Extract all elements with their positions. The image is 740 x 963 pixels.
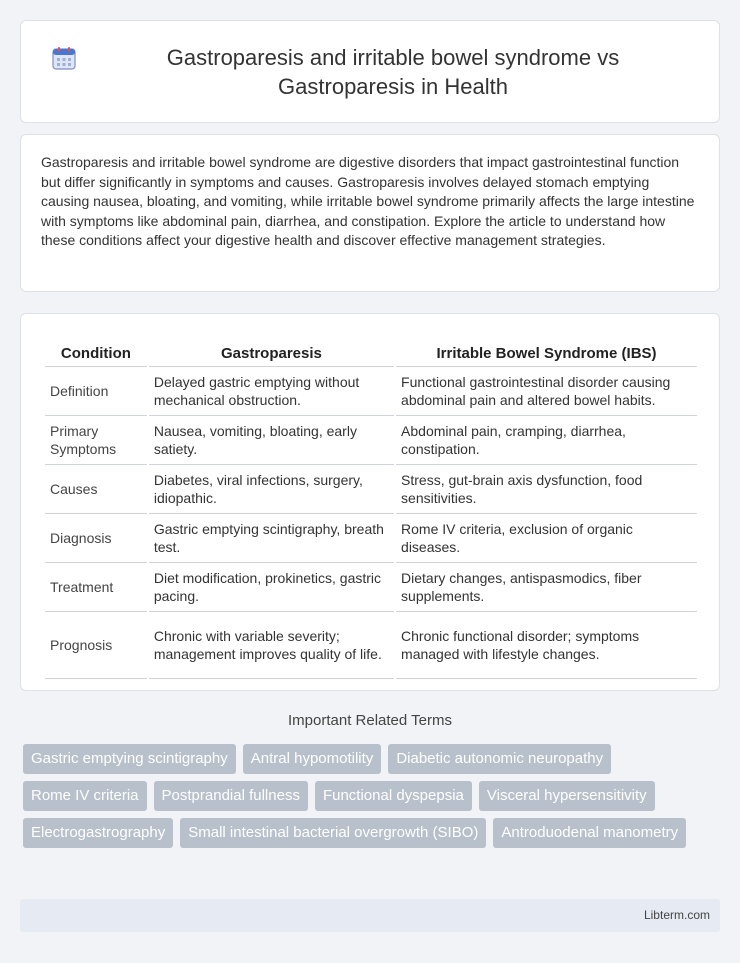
table-row [45,465,697,514]
column-header: Condition [45,334,147,367]
term-tag[interactable]: Antral hypomotility [243,744,382,774]
comparison-table-card [20,313,720,691]
table-cell: Diagnosis [45,514,147,563]
table-cell: Definition [45,367,147,416]
table-row [45,367,697,416]
term-tag[interactable]: Postprandial fullness [154,781,308,811]
table-row [45,514,697,563]
table-cell: Abdominal pain, cramping, diarrhea, constipation. [396,416,697,465]
term-tag[interactable]: Functional dyspepsia [315,781,472,811]
related-terms-list [23,744,723,848]
table-cell: Gastric emptying scintigraphy, breath test. [149,514,394,563]
calendar-icon [51,45,77,71]
table-cell: Stress, gut-brain axis dysfunction, food sensitivities. [396,465,697,514]
table-row [45,563,697,612]
header-card [20,20,720,123]
table-cell: Diet modification, prokinetics, gastric pacing. [149,563,394,612]
table-row [45,416,697,465]
term-tag[interactable]: Gastric emptying scintigraphy [23,744,236,774]
table-cell: Treatment [45,563,147,612]
table-cell: Rome IV criteria, exclusion of organic diseases. [396,514,697,563]
table-header-row [45,334,697,367]
table-cell: Nausea, vomiting, bloating, early satiety. [149,416,394,465]
table-row [45,612,697,679]
column-header: Gastroparesis [149,334,394,367]
comparison-table [43,334,699,679]
term-tag[interactable]: Antroduodenal manometry [493,818,686,848]
intro-text: Gastroparesis and irritable bowel syndrome are digestive disorders that impact gastrointestinal function but differ significantly in symptoms and causes. Gastroparesis involves delayed stomach emptying causing nausea, bloating, and vomiting, while irritable bowel syndrome primarily affects the large intestine with symptoms like abdominal pain, diarrhea, and constipation. Explore the article to understand how these conditions affect your digestive health and discover effective management strategies. [41,154,695,249]
related-terms-title: Important Related Terms [288,712,452,729]
table-cell: Diabetes, viral infections, surgery, idiopathic. [149,465,394,514]
page-title: Gastroparesis and irritable bowel syndrome vs Gastroparesis in Health [166,44,620,99]
term-tag[interactable]: Small intestinal bacterial overgrowth (SIBO) [180,818,486,848]
term-tag[interactable]: Rome IV criteria [23,781,147,811]
table-cell: Chronic functional disorder; symptoms managed with lifestyle changes. [396,612,697,679]
table-cell: Causes [45,465,147,514]
table-cell: Dietary changes, antispasmodics, fiber supplements. [396,563,697,612]
term-tag[interactable]: Visceral hypersensitivity [479,781,655,811]
table-cell: Primary Symptoms [45,416,147,465]
table-cell: Prognosis [45,612,147,679]
intro-card [20,134,720,292]
term-tag[interactable]: Diabetic autonomic neuropathy [388,744,611,774]
table-cell: Functional gastrointestinal disorder causing abdominal pain and altered bowel habits. [396,367,697,416]
footer-brand-link[interactable]: Libterm.com [643,908,710,922]
table-cell: Delayed gastric emptying without mechanical obstruction. [149,367,394,416]
footer [20,899,720,932]
table-cell: Chronic with variable severity; management improves quality of life. [149,612,394,679]
term-tag[interactable]: Electrogastrography [23,818,173,848]
column-header: Irritable Bowel Syndrome (IBS) [396,334,697,367]
